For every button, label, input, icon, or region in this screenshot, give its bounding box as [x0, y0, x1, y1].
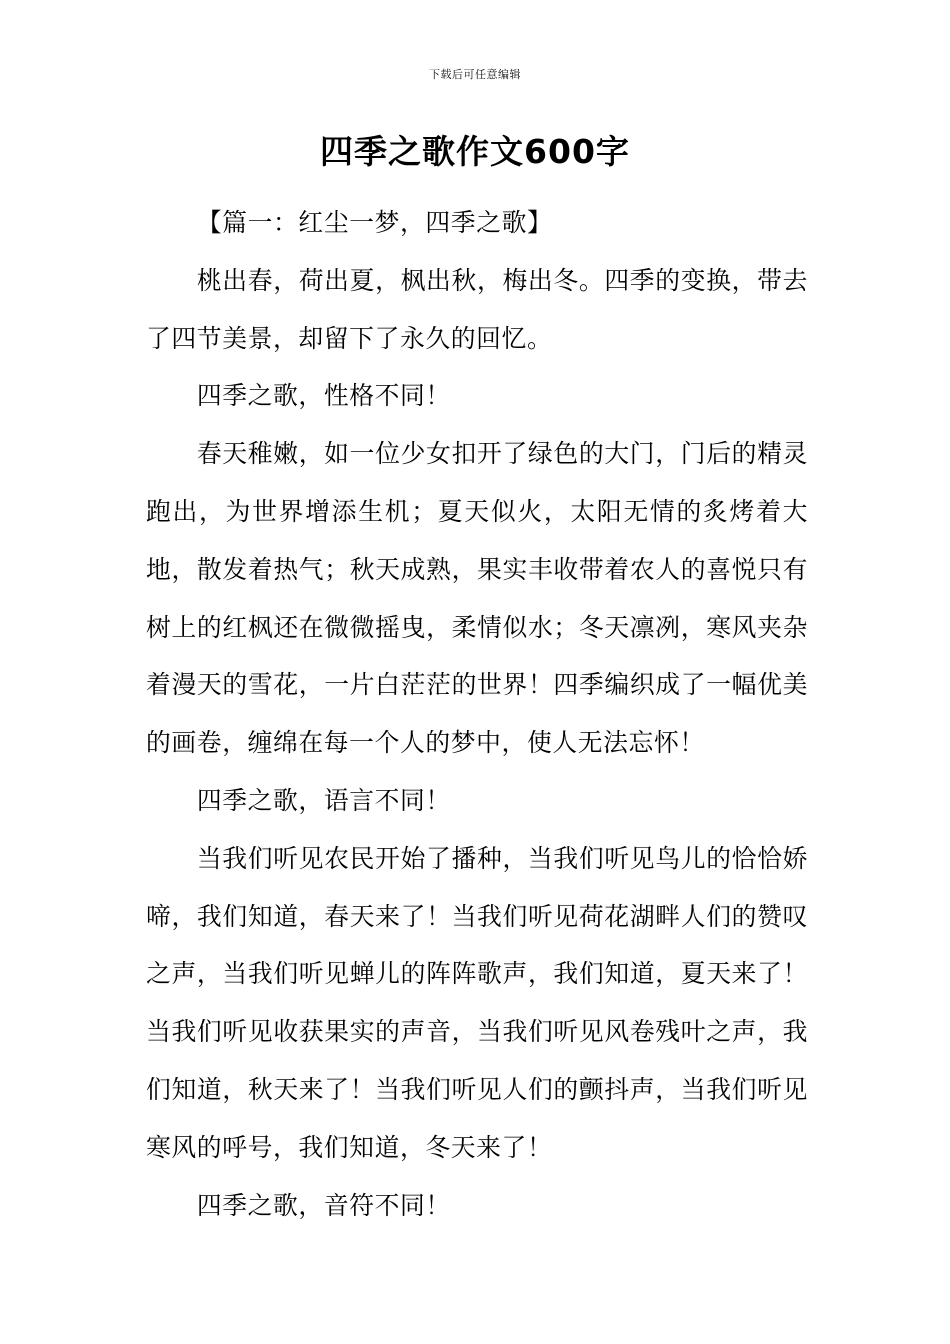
- paragraph-subheading-notes: 四季之歌，音符不同！: [196, 1190, 451, 1220]
- paragraph-subheading-language: 四季之歌，语言不同！: [196, 785, 451, 815]
- header-note: 下载后可任意编辑: [429, 68, 521, 81]
- document-title: 四季之歌作文600字: [320, 132, 630, 171]
- paragraph-seasons-sounds: 当我们听见农民开始了播种，当我们听见鸟儿的恰恰娇啼，我们知道，春天来了！当我们听见荷花湖畔人们的赞叹之声，当我们听见蝉儿的阵阵歌声，我们知道，夏天来了！当我们听见收获果实的声音，当我们听见风卷残叶之声，我们知道，秋天来了！当我们听见人们的颤抖声，当我们听见寒风的呼号，我们知道，冬天来了！: [146, 843, 808, 1162]
- paragraph-section-heading: 【篇一：红尘一梦，四季之歌】: [196, 208, 553, 237]
- paragraph-subheading-character: 四季之歌，性格不同！: [196, 381, 451, 411]
- paragraph-intro: 桃出春，荷出夏，枫出秋，梅出冬。四季的变换，带去了四节美景，却留下了永久的回忆。: [146, 265, 808, 353]
- document-body: [146, 194, 808, 1234]
- paragraph-seasons-description: 春天稚嫩，如一位少女扣开了绿色的大门，门后的精灵跑出，为世界增添生机；夏天似火，太阳无情的炙烤着大地，散发着热气；秋天成熟，果实丰收带着农人的喜悦只有树上的红枫还在微微摇曳，柔情似水；冬天凛冽，寒风夹杂着漫天的雪花，一片白茫茫的世界！四季编织成了一幅优美的画卷，缠绵在每一个人的梦中，使人无法忘怀！: [146, 439, 808, 758]
